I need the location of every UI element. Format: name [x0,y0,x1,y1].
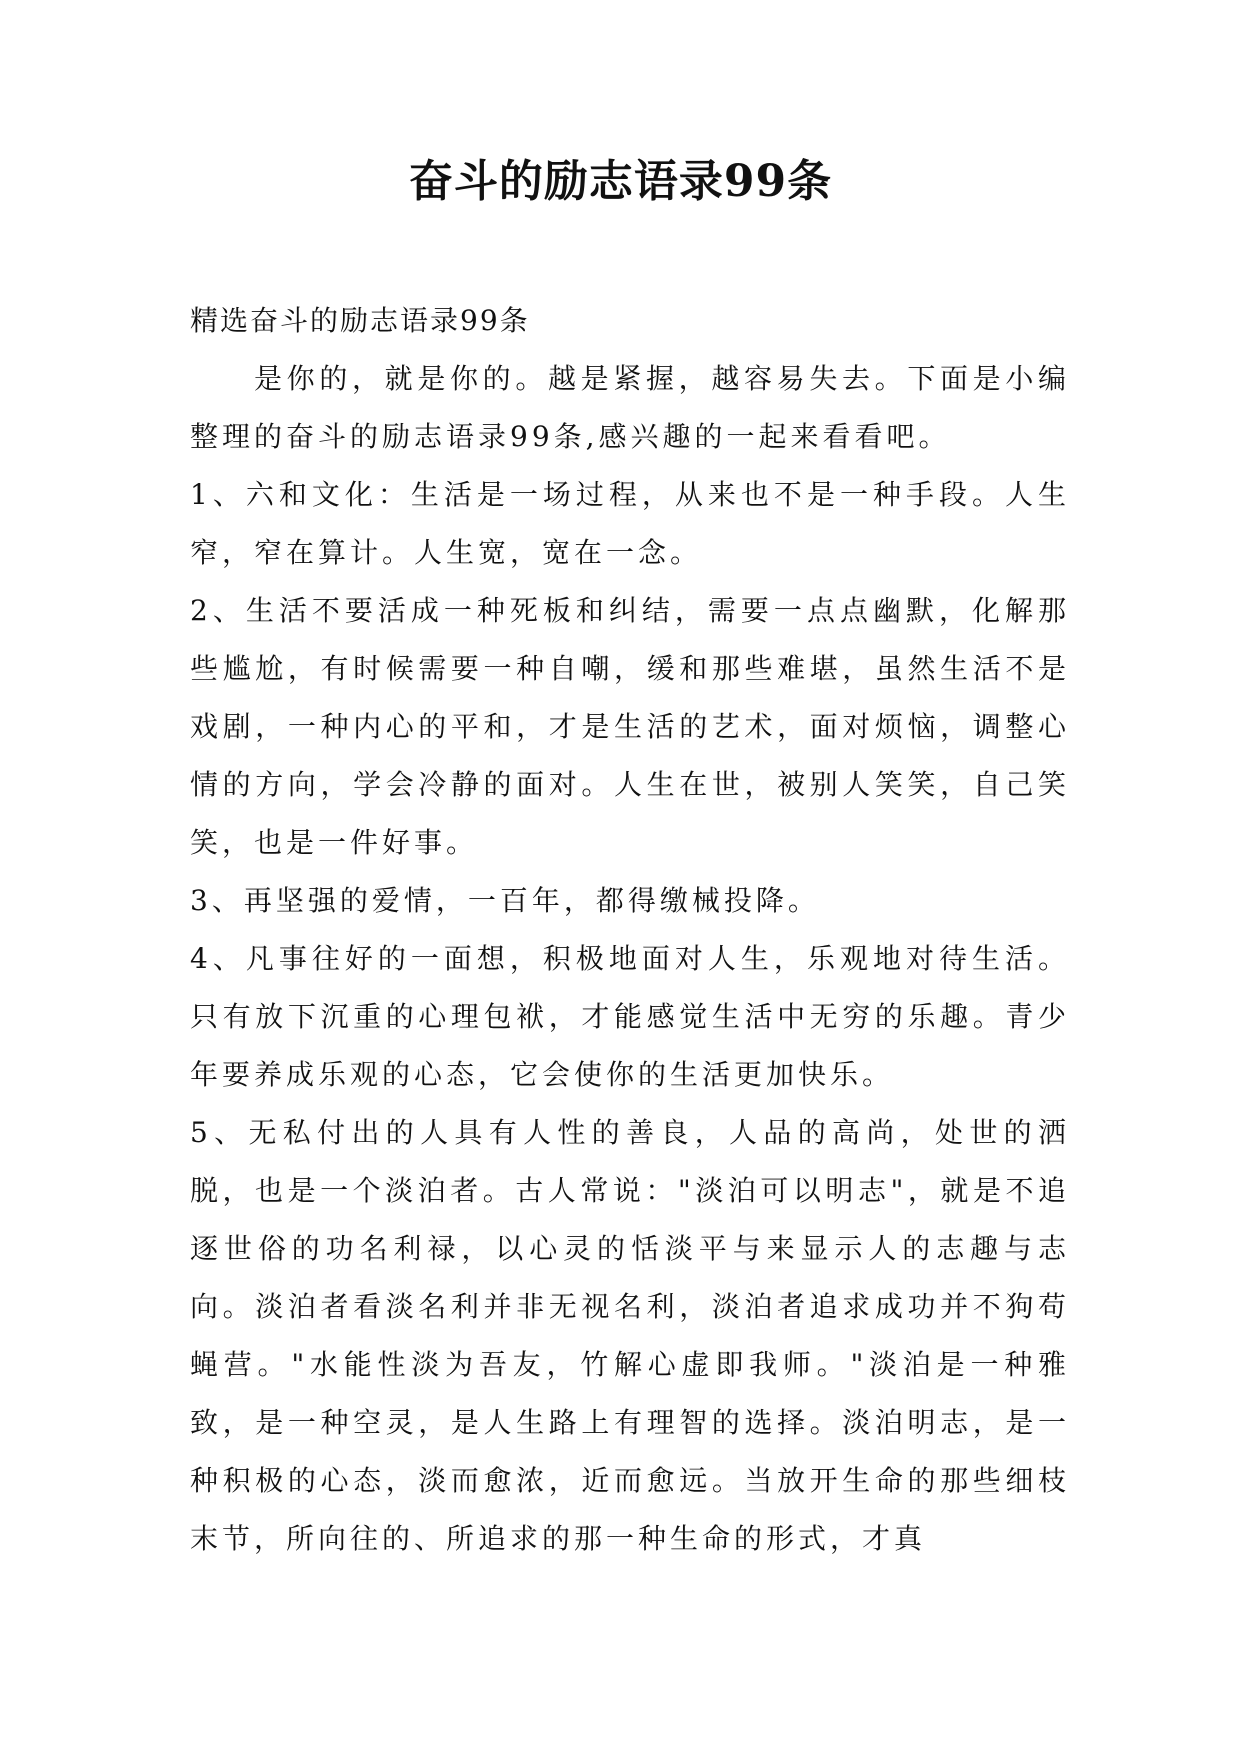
list-item: 2、生活不要活成一种死板和纠结，需要一点点幽默，化解那些尴尬，有时候需要一种自嘲，缓和那些难堪，虽然生活不是戏剧，一种内心的平和，才是生活的艺术，面对烦恼，调整心情的方向，学会冷静的面对。人生在世，被别人笑笑，自己笑笑，也是一件好事。 [190,594,1070,859]
document-body [190,292,1070,1568]
document-title: 奋斗的励志语录99条 [408,156,833,207]
list-item: 5、无私付出的人具有人性的善良，人品的高尚，处世的洒脱，也是一个淡泊者。古人常说："淡泊可以明志"，就是不追逐世俗的功名利禄，以心灵的恬淡平与来显示人的志趣与志向。淡泊者看淡名利并非无视名利，淡泊者追求成功并不狗苟蝇营。"水能性淡为吾友，竹解心虚即我师。"淡泊是一种雅致，是一种空灵，是人生路上有理智的选择。淡泊明志，是一种积极的心态，淡而愈浓，近而愈远。当放开生命的那些细枝末节，所向往的、所追求的那一种生命的形式，才真 [190,1116,1070,1555]
document-subtitle: 精选奋斗的励志语录99条 [190,304,530,337]
list-item: 4、凡事往好的一面想，积极地面对人生，乐观地对待生活。只有放下沉重的心理包袱，才能感觉生活中无穷的乐趣。青少年要养成乐观的心态，它会使你的生活更加快乐。 [190,942,1070,1091]
list-item: 3、再坚强的爱情，一百年，都得缴械投降。 [190,884,820,917]
intro-paragraph: 是你的，就是你的。越是紧握，越容易失去。下面是小编整理的奋斗的励志语录99条,感兴趣的一起来看看吧。 [190,362,1070,453]
list-item: 1、六和文化：生活是一场过程，从来也不是一种手段。人生窄，窄在算计。人生宽，宽在一念。 [190,478,1070,569]
